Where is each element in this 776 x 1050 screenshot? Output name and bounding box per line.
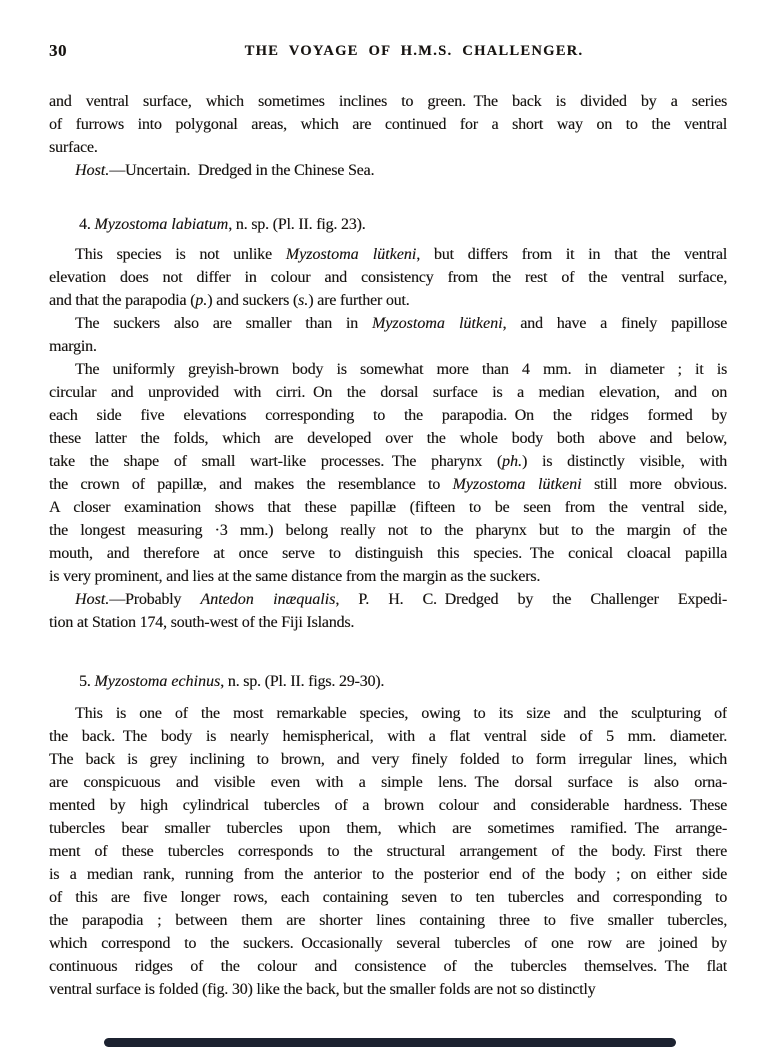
text-line: and ventral surface, which sometimes inclines to green. The back is divided by a series [49,93,727,110]
paragraph [49,702,727,1001]
text-line: each side five elevations corresponding to the parapodia. On the ridges formed by [49,407,727,424]
paragraph [49,159,727,182]
text-line: margin. [49,338,97,355]
page-number: 30 [49,41,67,60]
text-line: the parapodia ; between them are shorter lines containing three to five smaller tubercles, [49,912,727,929]
text-line: the back. The body is nearly hemispherical, with a flat ventral side of 5 mm. diameter. [49,728,727,745]
text-line: the longest measuring ·3 mm.) belong really not to the pharynx but to the margin of the [49,522,727,539]
page-header [49,40,727,62]
text-line: of furrows into polygonal areas, which are continued for a short way on to the ventral [49,116,727,133]
text-line: the crown of papillæ, and makes the resemblance to Myzostoma lütkeni still more obvious. [49,476,727,493]
text-line: is very prominent, and lies at the same distance from the margin as the suckers. [49,568,541,585]
text-line: and that the parapodia (p.) and suckers (s.) are further out. [49,292,410,309]
text-line: continuous ridges of the colour and consistence of the tubercles themselves. The flat [49,958,727,975]
text-line: which correspond to the suckers. Occasionally several tubercles of one row are joined by [49,935,727,952]
paragraph [49,588,727,634]
text-line: Host.—Probably Antedon inæqualis, P. H. C. Dredged by the Challenger Expedi- [75,591,727,608]
text-line: This species is not unlike Myzostoma lütkeni, but differs from it in that the ventral [75,246,727,263]
species-heading [49,670,727,693]
text-line: of this are five longer rows, each containing seven to ten tubercles and corresponding to [49,889,727,906]
text-line: surface. [49,139,98,156]
text-line: This is one of the most remarkable species, owing to its size and the sculpturing of [75,705,727,722]
text-line: Host.—Uncertain. Dredged in the Chinese Sea. [75,162,375,179]
paragraph [49,358,727,588]
text-line: 5. Myzostoma echinus, n. sp. (Pl. II. figs. 29-30). [79,673,385,690]
text-line: are conspicuous and visible even with a simple lens. The dorsal surface is also orna- [49,774,727,791]
text-line: The suckers also are smaller than in Myzostoma lütkeni, and have a finely papillose [75,315,727,332]
text-line: tubercles bear smaller tubercles upon them, which are sometimes ramified. The arrange- [49,820,727,837]
text-line: ventral surface is folded (fig. 30) like the back, but the smaller folds are not so distinctly [49,981,596,998]
text-line: mouth, and therefore at once serve to distinguish this species. The conical cloacal papilla [49,545,727,562]
paragraph [49,312,727,358]
text-line: these latter the folds, which are developed over the whole body both above and below, [49,430,727,447]
text-line: A closer examination shows that these papillæ (fifteen to be seen from the ventral side, [49,499,727,516]
text-line: circular and unprovided with cirri. On the dorsal surface is a median elevation, and on [49,384,727,401]
text-line: mented by high cylindrical tubercles of a brown colour and considerable hardness. These [49,797,727,814]
scan-artifact-bar [104,1038,676,1047]
text-content [49,90,727,1001]
paragraph [49,90,727,159]
running-title: THE VOYAGE OF H.M.S. CHALLENGER. [244,43,584,59]
paragraph [49,243,727,312]
text-line: ment of these tubercles corresponds to the structural arrangement of the body. First there [49,843,727,860]
text-line: elevation does not differ in colour and consistency from the rest of the ventral surface, [49,269,727,286]
species-heading [49,213,727,236]
text-line: is a median rank, running from the anterior to the posterior end of the body ; on either side [49,866,727,883]
text-line: The uniformly greyish-brown body is somewhat more than 4 mm. in diameter ; it is [75,361,727,378]
text-line: 4. Myzostoma labiatum, n. sp. (Pl. II. fig. 23). [79,216,366,233]
text-line: tion at Station 174, south-west of the Fiji Islands. [49,614,355,631]
text-line: The back is grey inclining to brown, and very finely folded to form irregular lines, which [49,751,727,768]
text-line: take the shape of small wart-like processes. The pharynx (ph.) is distinctly visible, with [49,453,727,470]
